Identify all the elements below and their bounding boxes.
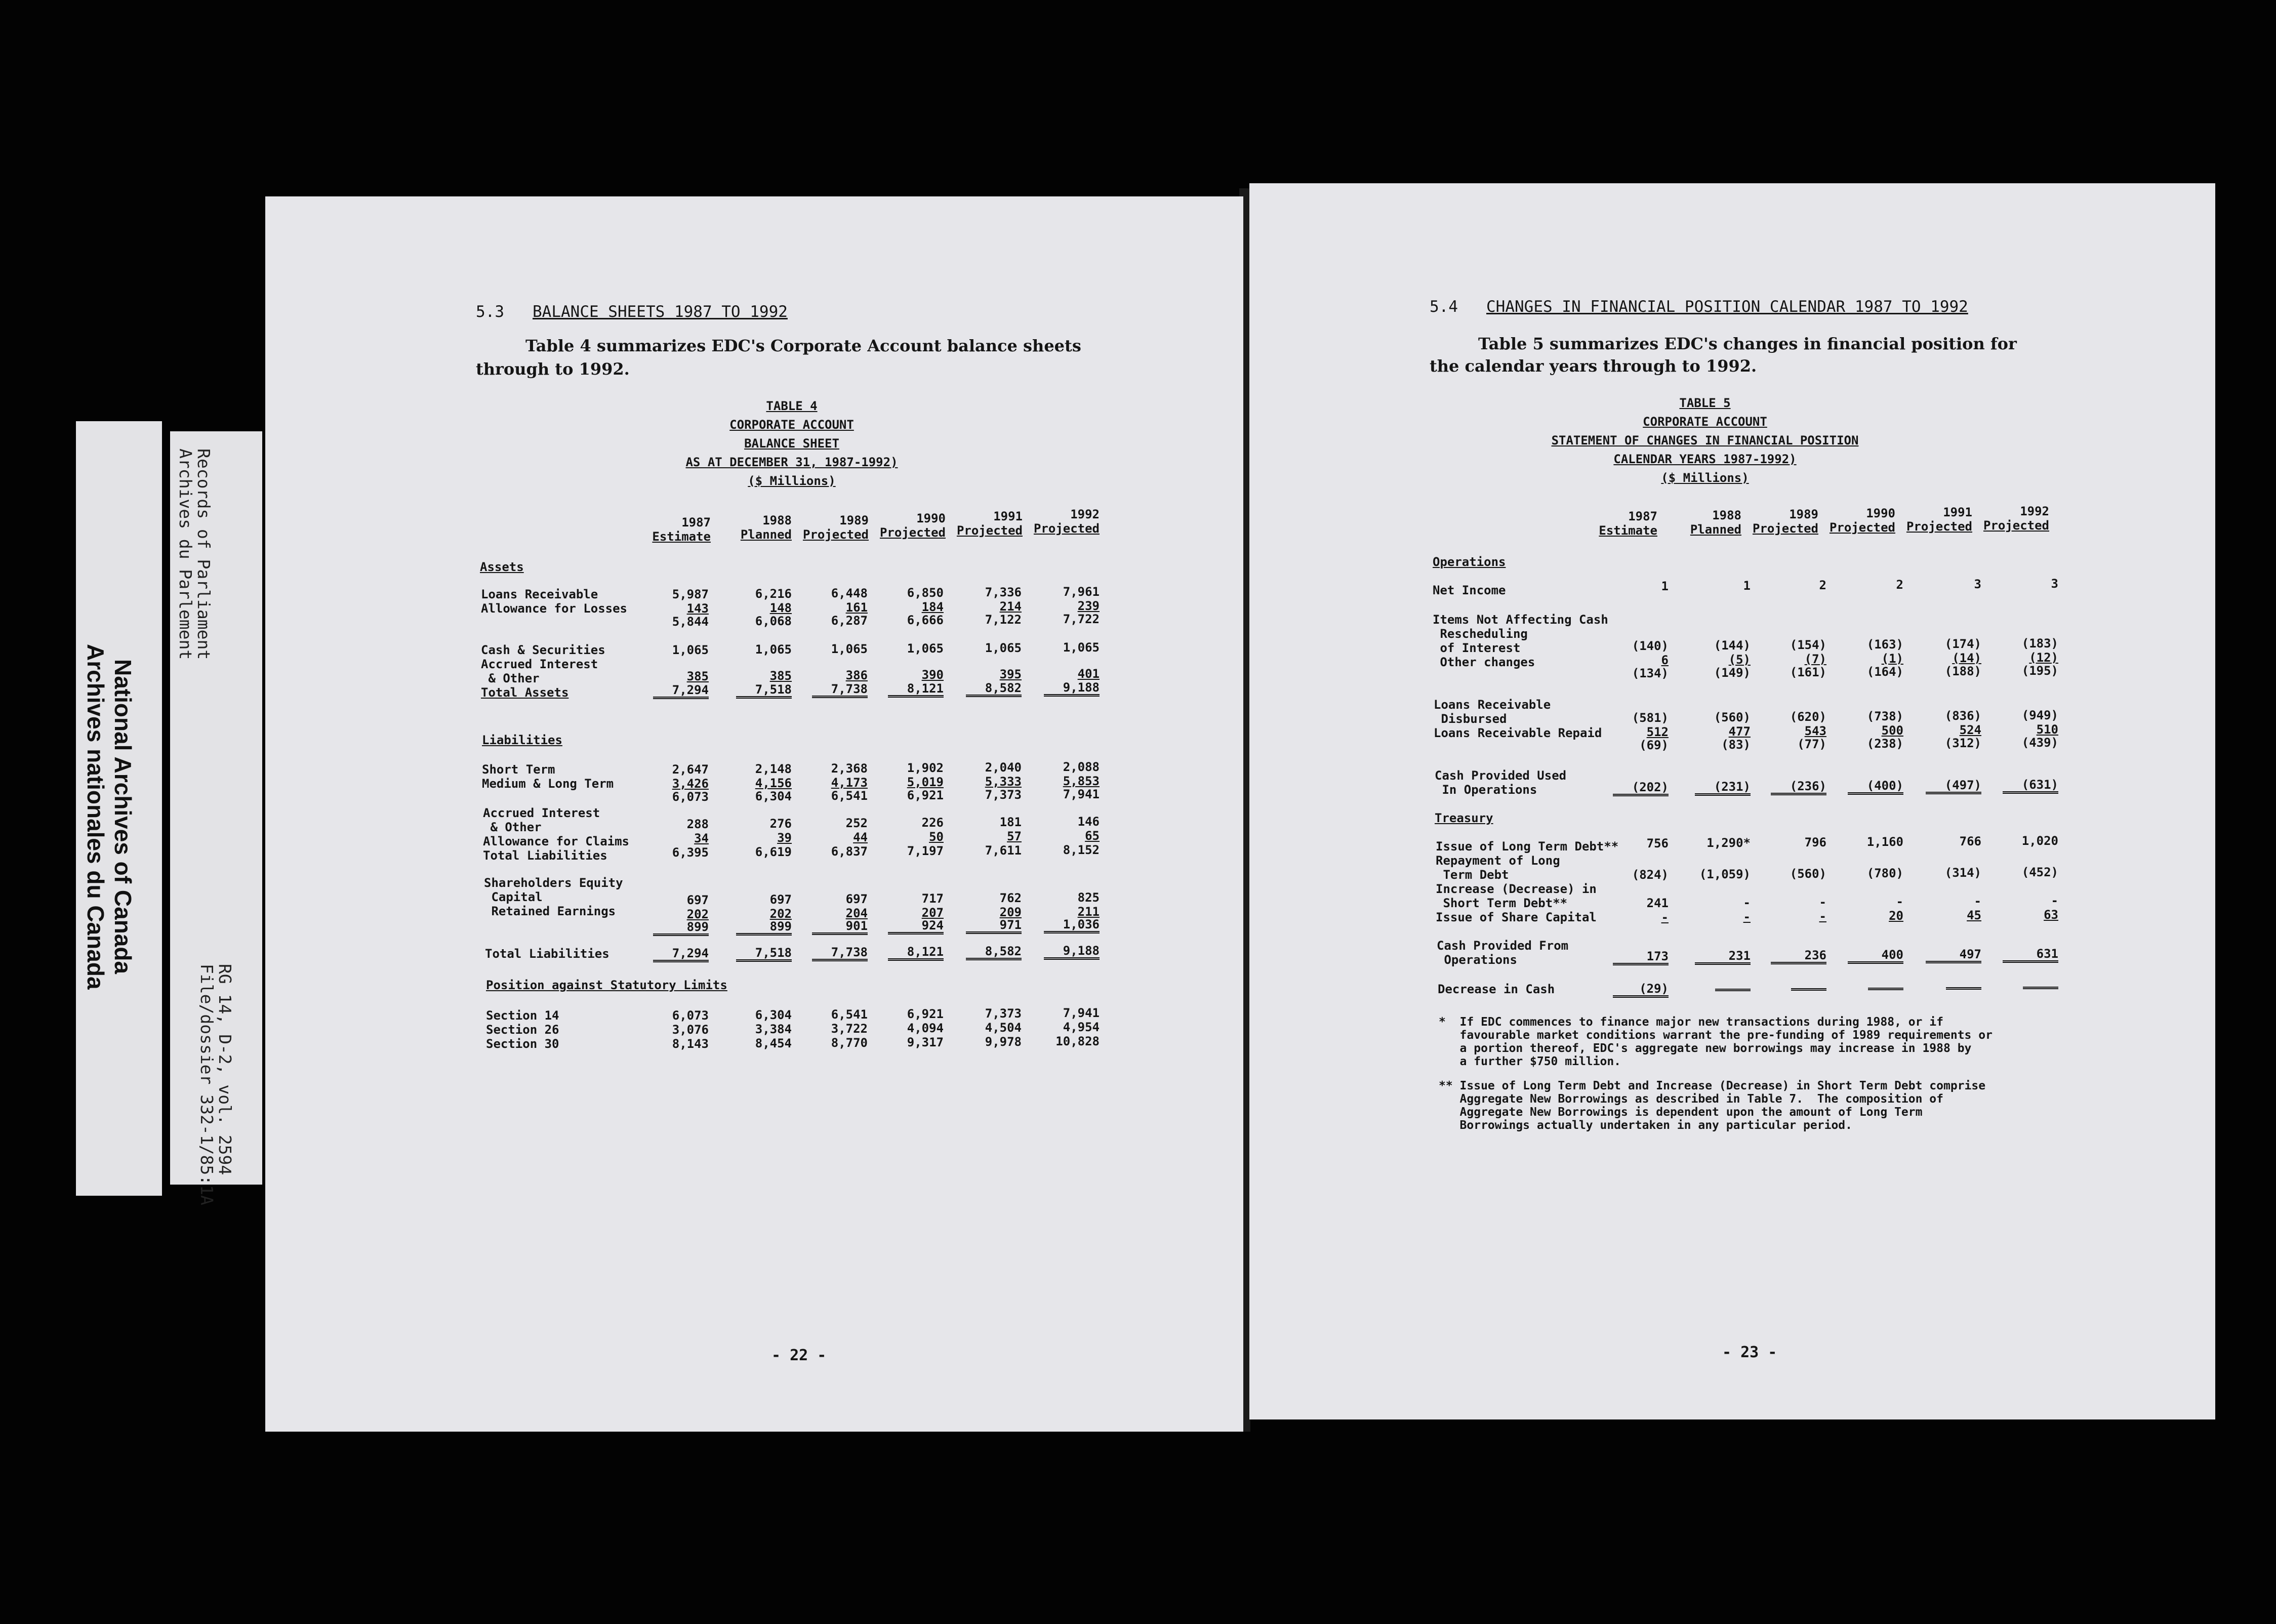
table-cell: 386 (845, 668, 868, 682)
table-cell: 7,336 (985, 585, 1022, 599)
table-cell: 231 (1695, 949, 1751, 965)
table-cell: 5,333 (985, 775, 1022, 789)
archive-name-en: National Archives of Canada (110, 659, 136, 975)
intro-line-1: Table 5 summarizes EDC's changes in financial position for (1478, 334, 2017, 353)
row-label: Issue of Long Term Debt** (1436, 839, 1619, 854)
row-label: Operations (1437, 953, 1517, 967)
table-cell: 7,373 (985, 788, 1022, 802)
table-cell: 1,065 (985, 641, 1022, 655)
row-label: In Operations (1435, 783, 1537, 797)
table-cell: 7,961 (1063, 585, 1100, 599)
table-cell: 756 (1646, 836, 1669, 850)
column-header: 1989 Projected (1752, 507, 1818, 536)
table-cell: 1 (1743, 579, 1751, 593)
table-caption (1533, 394, 1877, 488)
table-caption (640, 397, 944, 491)
table-cell: 8,143 (672, 1037, 709, 1051)
column-header: 1992 Projected (1983, 504, 2049, 533)
archive-name-fr: Archives nationales du Canada (83, 644, 109, 990)
table-cell: (560) (1714, 710, 1751, 724)
table-cell: 161 (845, 600, 868, 615)
table-cell: (780) (1866, 866, 1903, 880)
table-cell: 697 (769, 892, 792, 907)
table-cell: (738) (1866, 709, 1903, 723)
row-label: Short Term Debt** (1436, 896, 1568, 910)
page-23 (1249, 183, 2215, 1419)
record-group-reference: RG 14, D-2, vol. 2594 (215, 964, 235, 1175)
caption-line: AS AT DECEMBER 31, 1987-1992) (685, 455, 898, 469)
caption-line: CALENDAR YEARS 1987-1992) (1613, 452, 1797, 466)
table-cell: 4,156 (755, 776, 792, 790)
table-cell: 63 (2044, 908, 2058, 922)
table-cell: 6,068 (755, 614, 792, 628)
table-cell: 901 (812, 919, 868, 935)
row-label: Section 14 (486, 1008, 559, 1023)
table-cell: 57 (1007, 829, 1022, 843)
row-label: Items Not Affecting Cash (1433, 613, 1608, 627)
position-heading: Position against Statutory Limits (486, 978, 727, 992)
row-label: Short Term (482, 762, 555, 777)
table-cell: 899 (653, 920, 709, 936)
row-label: Shareholders Equity (484, 876, 623, 890)
column-header: 1988 Planned (1690, 508, 1741, 537)
table-cell: 252 (845, 816, 868, 830)
row-label: Accrued Interest (481, 657, 598, 671)
records-fr: Archives du Parlement (176, 449, 195, 660)
table-cell: 7,738 (812, 682, 868, 698)
table-cell: 401 (1077, 667, 1100, 681)
row-label: Loans Receivable Repaid (1434, 726, 1602, 740)
row-label: Accrued Interest (483, 806, 600, 820)
table-cell: 7,941 (1063, 1006, 1100, 1020)
table-cell: 173 (1613, 950, 1669, 965)
table-cell: 6,395 (672, 845, 709, 860)
column-header: 1990 Projected (879, 511, 946, 540)
row-label: Total Liabilities (483, 848, 607, 863)
table-cell: 497 (1926, 948, 1981, 963)
archive-label-strip (76, 421, 162, 1196)
table-cell: (140) (1632, 639, 1669, 653)
table-cell: 10,828 (1055, 1034, 1100, 1048)
table-cell: 239 (1077, 599, 1100, 613)
row-label: of Interest (1433, 641, 1521, 655)
table-cell: (620) (1790, 710, 1826, 724)
table-cell: (949) (2021, 708, 2058, 722)
table-cell: 477 (1728, 724, 1751, 739)
table-cell: (400) (1848, 779, 1903, 795)
table-cell: 8,121 (888, 945, 944, 961)
column-header: 1988 Planned (740, 513, 792, 542)
table-cell: (439) (2021, 736, 2058, 750)
caption-line: ($ Millions) (1661, 471, 1749, 485)
nil-marker (1868, 988, 1903, 990)
table-cell: 1,065 (1063, 640, 1100, 655)
table-cell: (1,059) (1699, 867, 1751, 881)
table-cell: 9,188 (1044, 681, 1100, 697)
row-label: Other changes (1433, 655, 1535, 669)
row-label: Medium & Long Term (482, 777, 614, 791)
table-cell: (83) (1721, 738, 1751, 752)
table-cell: (164) (1866, 665, 1903, 679)
table-cell: (238) (1866, 737, 1903, 751)
table-cell: 6,073 (672, 1008, 709, 1023)
table-cell: (149) (1714, 666, 1751, 680)
table-cell: - (1896, 895, 1903, 909)
table-cell: (183) (2021, 636, 2058, 651)
row-label: Disbursed (1434, 712, 1507, 726)
section-heading (476, 303, 788, 321)
table-cell: 2 (1819, 578, 1826, 592)
table-cell: 1,036 (1044, 918, 1100, 933)
table-cell: 762 (999, 891, 1022, 905)
table-cell: 65 (1085, 829, 1100, 843)
table-cell: 1,290* (1706, 836, 1751, 850)
row-label: Total Assets (481, 685, 569, 700)
table-cell: 8,152 (1063, 843, 1100, 857)
column-header: 1987 Estimate (652, 515, 711, 544)
table-cell: 6,073 (672, 790, 709, 804)
table-cell: 148 (769, 601, 792, 615)
table-cell: 143 (686, 601, 709, 616)
row-label: Retained Earnings (484, 904, 616, 918)
table-cell: 6,216 (755, 587, 792, 601)
page-number: - 22 - (771, 1347, 827, 1364)
table-cell: 6,619 (755, 845, 792, 859)
table-cell: 236 (1771, 949, 1826, 964)
intro-line-2: the calendar years through to 1992. (1430, 356, 1757, 376)
row-label: Section 26 (486, 1023, 559, 1037)
section-heading (1430, 298, 1968, 316)
table-cell: 214 (999, 599, 1022, 614)
table-cell: 1,902 (907, 761, 944, 775)
nil-marker (1946, 987, 1981, 990)
table-cell: 6,921 (907, 788, 944, 802)
table-cell: 6,921 (907, 1007, 944, 1021)
table-cell: 1,020 (2021, 834, 2058, 848)
table-cell: 50 (929, 830, 944, 844)
table-cell: 390 (921, 668, 944, 682)
row-label: Capital (484, 890, 543, 904)
archive-reference-strip (170, 431, 262, 1205)
table-cell: - (1661, 910, 1669, 924)
table-cell: (12) (2029, 651, 2058, 665)
assets-heading: Assets (480, 560, 524, 574)
caption-line: ($ Millions) (748, 474, 836, 488)
table-cell: - (1743, 910, 1751, 924)
page-number: - 23 - (1722, 1344, 1777, 1361)
table-cell: 181 (999, 815, 1022, 829)
table-cell: 825 (1077, 890, 1100, 905)
row-label: Increase (Decrease) in (1436, 882, 1597, 896)
table-cell: 796 (1804, 835, 1826, 849)
column-header: 1990 Projected (1829, 506, 1895, 535)
table-cell: 7,518 (736, 683, 792, 699)
table-cell: 7,518 (736, 946, 792, 962)
column-header: 1992 Projected (1033, 507, 1100, 536)
table-cell: 9,188 (1044, 944, 1100, 960)
table-cell: 8,121 (888, 682, 944, 698)
table-cell: (161) (1790, 665, 1826, 679)
table-cell: 6,541 (831, 1007, 868, 1022)
table-cell: 45 (1967, 908, 1981, 922)
table-cell: 7,197 (907, 844, 944, 858)
table-cell: 631 (2003, 947, 2058, 963)
table-cell: (236) (1771, 780, 1826, 795)
table-cell: 7,941 (1063, 787, 1100, 801)
table-cell: 3,076 (672, 1023, 709, 1037)
column-header: 1987 Estimate (1599, 509, 1657, 538)
table-cell: 717 (921, 891, 944, 906)
row-label: & Other (483, 820, 542, 834)
table-cell: 6,837 (831, 844, 868, 859)
table-cell: 924 (888, 919, 944, 935)
caption-line: CORPORATE ACCOUNT (1643, 415, 1767, 429)
table-cell: 4,173 (831, 776, 868, 790)
table-cell: 6,850 (907, 586, 944, 600)
row-label: Repayment of Long (1436, 854, 1560, 868)
table-cell: 7,294 (653, 683, 709, 699)
table-cell: 5,019 (907, 775, 944, 789)
footnote-double-star: ** Issue of Long Term Debt and Increase (Decrease) in Short Term Debt comprise Aggregate New Borrowings as described in Table 7. The composition of Aggregate New Borrowings is dependent upon the amount of Long Term Borrowings actually undertaken in any particular period. (1439, 1079, 1986, 1132)
table-cell: (14) (1952, 651, 1981, 665)
row-label: Section 30 (486, 1037, 559, 1051)
table-cell: (163) (1866, 637, 1903, 652)
table-cell: 766 (1959, 834, 1981, 848)
row-label: Term Debt (1436, 868, 1509, 882)
table-cell: 44 (853, 830, 868, 844)
table-cell: 971 (966, 918, 1022, 934)
table-cell: 8,582 (966, 681, 1022, 697)
column-header: 1991 Projected (956, 509, 1023, 538)
table-cell: 2,088 (1063, 760, 1100, 774)
table-cell: 8,454 (755, 1036, 792, 1050)
column-header: 1991 Projected (1906, 505, 1972, 534)
table-cell: 500 (1881, 723, 1903, 738)
row-label: Allowance for Losses (481, 601, 627, 616)
table-cell: 207 (921, 906, 944, 920)
table-cell: 20 (1889, 909, 1903, 923)
table-cell: (314) (1944, 866, 1981, 880)
table-cell: 202 (686, 907, 709, 921)
table-cell: 7,722 (1063, 612, 1100, 626)
table-cell: 7,738 (812, 946, 868, 961)
table-cell: 3,722 (831, 1022, 868, 1036)
table-cell: 34 (694, 831, 709, 845)
table-cell: (560) (1790, 867, 1826, 881)
table-cell: 1,065 (755, 642, 792, 657)
table-cell: (7) (1804, 652, 1826, 666)
table-cell: 385 (769, 669, 792, 683)
row-label: Cash Provided Used (1435, 768, 1567, 783)
table-cell: 6,304 (755, 789, 792, 803)
table-cell: 524 (1959, 723, 1981, 737)
table-cell: 3 (2051, 577, 2058, 591)
table-cell: (824) (1632, 868, 1669, 882)
table-cell: 288 (686, 817, 709, 831)
table-cell: (195) (2021, 664, 2058, 678)
table-cell: - (1819, 895, 1826, 909)
table-cell: 209 (999, 905, 1022, 919)
row-label: Loans Receivable (1434, 698, 1551, 712)
table-cell: 395 (999, 667, 1022, 681)
table-cell: 5,853 (1063, 774, 1100, 788)
table-cell: 7,294 (653, 947, 709, 962)
table-cell: (1) (1881, 652, 1903, 666)
table-cell: 6,541 (831, 789, 868, 803)
table-cell: 9,317 (907, 1035, 944, 1049)
table-cell: 6,448 (831, 586, 868, 600)
row-label: Allowance for Claims (483, 834, 629, 848)
table-cell: 1,065 (831, 642, 868, 656)
table-cell: 5,844 (672, 615, 709, 629)
row-label: Rescheduling (1433, 627, 1528, 641)
table-cell: (836) (1944, 709, 1981, 723)
table-cell: 4,954 (1063, 1020, 1100, 1034)
table-cell: 7,611 (985, 843, 1022, 858)
table-cell: 3 (1974, 577, 1981, 591)
table-cell: 385 (686, 669, 709, 683)
table-cell: (231) (1695, 780, 1751, 796)
table-cell: 1,065 (672, 643, 709, 657)
table-cell: (69) (1639, 738, 1669, 752)
table-cell: 5,987 (672, 587, 709, 601)
table-cell: 512 (1646, 725, 1669, 739)
table-cell: (581) (1632, 711, 1669, 725)
table-cell: 226 (921, 816, 944, 830)
table-cell: 510 (2036, 722, 2058, 737)
row-label: Net Income (1433, 583, 1506, 597)
table-cell: 8,582 (966, 945, 1022, 960)
table-cell: 697 (845, 892, 868, 906)
table-cell: 400 (1848, 948, 1903, 964)
table-cell: 1 (1661, 579, 1669, 593)
table-cell: - (1819, 909, 1826, 923)
column-header: 1989 Projected (802, 513, 869, 542)
section-number: 5.3 (476, 303, 504, 321)
table-cell: (452) (2021, 865, 2058, 879)
intro-line-2: through to 1992. (476, 359, 630, 379)
row-label: Cash Provided From (1437, 939, 1569, 953)
table-cell: (202) (1613, 781, 1669, 796)
intro-line-1: Table 4 summarizes EDC's Corporate Account balance sheets (525, 336, 1081, 355)
table-cell: 4,504 (985, 1021, 1022, 1035)
caption-line: TABLE 5 (1679, 396, 1731, 410)
section-number: 5.4 (1430, 298, 1458, 316)
table-cell: 6,304 (755, 1008, 792, 1022)
operations-heading: Operations (1433, 555, 1506, 569)
table-cell: 184 (921, 600, 944, 614)
table-cell: 39 (777, 831, 792, 845)
row-label: Total Liabilities (485, 947, 609, 961)
nil-marker (2023, 987, 2058, 989)
table-cell: 1,160 (1866, 835, 1903, 849)
nil-marker (1791, 988, 1826, 991)
table-cell: 6,287 (831, 614, 868, 628)
records-en: Records of Parliament (194, 449, 214, 660)
treasury-heading: Treasury (1435, 811, 1493, 825)
table-cell: (77) (1797, 737, 1826, 751)
table-cell: - (2051, 894, 2058, 908)
page-22 (265, 196, 1243, 1432)
table-cell: 276 (769, 817, 792, 831)
table-cell: 4,094 (907, 1021, 944, 1035)
caption-line: STATEMENT OF CHANGES IN FINANCIAL POSITION (1551, 433, 1859, 448)
caption-line: BALANCE SHEET (744, 436, 839, 451)
table-cell: 3,384 (755, 1022, 792, 1036)
row-label: & Other (481, 671, 540, 685)
table-cell: 899 (736, 920, 792, 936)
table-cell: 9,978 (985, 1035, 1022, 1049)
table-cell: (631) (2003, 778, 2058, 794)
table-cell: (154) (1790, 638, 1826, 652)
table-cell: 8,770 (831, 1036, 868, 1050)
table-cell: 3,426 (672, 777, 709, 791)
file-reference: File/dossier 332-1/85:1A (197, 964, 217, 1205)
table-cell: 1,065 (907, 641, 944, 656)
table-cell: 241 (1646, 896, 1669, 910)
caption-line: CORPORATE ACCOUNT (729, 418, 854, 432)
table-cell: 2,148 (755, 762, 792, 776)
nil-marker (1715, 989, 1751, 991)
liabilities-heading: Liabilities (482, 733, 562, 747)
table-cell: 211 (1077, 905, 1100, 919)
row-label: Decrease in Cash (1438, 982, 1555, 996)
table-cell: 2 (1896, 578, 1903, 592)
table-cell: 6 (1661, 653, 1669, 667)
table-cell: 204 (845, 906, 868, 920)
table-cell: (497) (1926, 779, 1981, 794)
table-cell: (29) (1613, 982, 1669, 998)
row-label: Loans Receivable (481, 587, 598, 601)
table-cell: 697 (686, 893, 709, 907)
table-cell: 2,368 (831, 761, 868, 776)
table-cell: (134) (1632, 666, 1669, 680)
table-cell: (312) (1944, 736, 1981, 750)
section-title: CHANGES IN FINANCIAL POSITION CALENDAR 1987 TO 1992 (1486, 298, 1968, 316)
section-title: BALANCE SHEETS 1987 TO 1992 (533, 303, 788, 321)
table-cell: (144) (1714, 638, 1751, 653)
table-cell: 6,666 (907, 613, 944, 627)
table-cell: 146 (1077, 815, 1100, 829)
table-cell: 543 (1804, 724, 1826, 738)
caption-line: TABLE 4 (766, 399, 818, 413)
table-cell: (188) (1944, 664, 1981, 678)
table-cell: - (1743, 896, 1751, 910)
footnote-single-star: * If EDC commences to finance major new transactions during 1988, or if favourable market conditions warrant the pre-funding of 1989 requirements or a portion thereof, EDC's aggregate new borrowings may increase in 1988 by a further $750 million. (1439, 1016, 1993, 1068)
table-cell: 202 (769, 907, 792, 921)
table-cell: - (1974, 894, 1981, 908)
row-label: Issue of Share Capital (1436, 910, 1597, 924)
table-cell: 2,647 (672, 762, 709, 777)
table-cell: 7,373 (985, 1006, 1022, 1021)
table-cell: 7,122 (985, 613, 1022, 627)
table-cell: (5) (1728, 653, 1751, 667)
table-cell: 2,040 (985, 760, 1022, 775)
row-label: Cash & Securities (481, 643, 605, 657)
table-cell: (174) (1944, 637, 1981, 651)
